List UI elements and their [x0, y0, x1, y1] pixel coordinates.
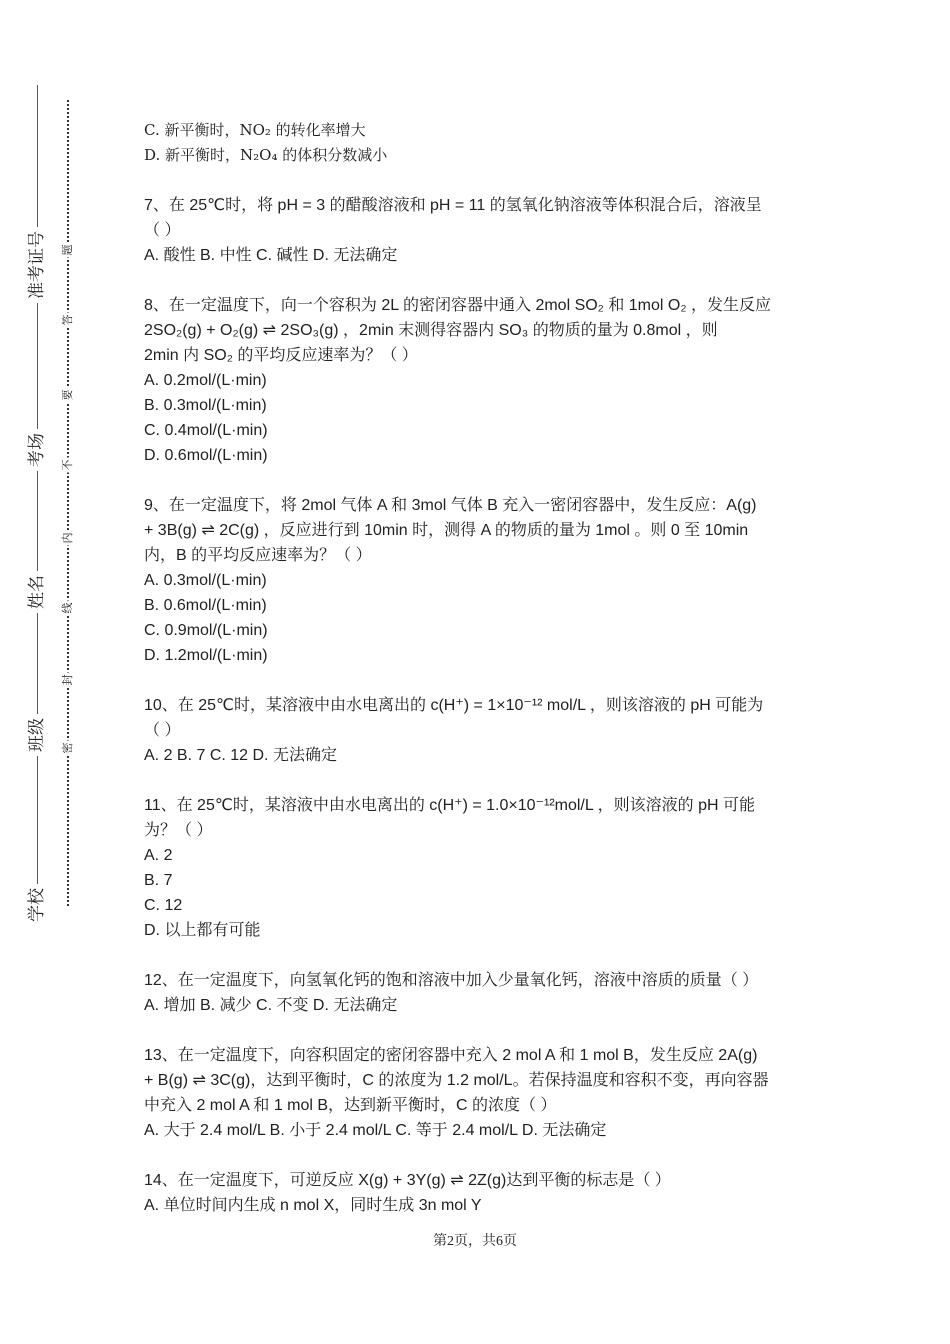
exam-room-label: 考场 — [27, 429, 47, 471]
class-label: 班级 — [27, 714, 47, 756]
option-line: B. 0.6mol/(L·min) — [144, 597, 267, 614]
page-number: 第2页，共6页 — [433, 1234, 517, 1249]
question-text: 10、在 25℃时，某溶液中由水电离出的 c(H⁺) = 1×10⁻¹² mol/L ，则该溶液的 pH 可能为 — [144, 697, 764, 714]
option-line: D. 0.6mol/(L·min) — [144, 447, 268, 464]
question-text: 12、在一定温度下，向氢氧化钙的饱和溶液中加入少量氧化钙，溶液中溶质的质量（ ） — [144, 972, 759, 989]
question-text: 7、在 25℃时，将 pH = 3 的醋酸溶液和 pH = 11 的氢氧化钠溶液等体积混合后，溶液呈 — [144, 197, 762, 214]
question-12 — [144, 968, 824, 1018]
option-line: D. 新平衡时，N₂O₄ 的体积分数减小 — [144, 146, 388, 164]
question-text: （ ） — [144, 722, 181, 739]
option-line: A. 0.2mol/(L·min) — [144, 372, 267, 389]
option-line: A. 2 B. 7 C. 12 D. 无法确定 — [144, 747, 337, 764]
seal-dotted-line — [67, 100, 69, 906]
option-line: A. 大于 2.4 mol/L B. 小于 2.4 mol/L C. 等于 2.4 mol/L D. 无法确定 — [144, 1122, 607, 1139]
question-text: 2min 内 SO₂ 的平均反应速率为？（ ） — [144, 347, 418, 364]
question-text: （ ） — [144, 222, 181, 239]
seal-char: 题 — [61, 244, 74, 256]
option-line: A. 单位时间内生成 n mol X，同时生成 3n mol Y — [144, 1197, 482, 1214]
question-14 — [144, 1168, 824, 1218]
seal-char: 内 — [61, 532, 74, 544]
question-text: 中充入 2 mol A 和 1 mol B，达到新平衡时，C 的浓度（ ） — [144, 1097, 557, 1114]
question-content — [144, 118, 824, 1218]
option-line: A. 增加 B. 减少 C. 不变 D. 无法确定 — [144, 997, 398, 1014]
seal-char: 要 — [61, 389, 74, 401]
question-7 — [144, 193, 824, 268]
question-text: 11、在 25℃时，某溶液中由水电离出的 c(H⁺) = 1.0×10⁻¹²mol/L ，则该溶液的 pH 可能 — [144, 797, 755, 814]
option-line: D. 1.2mol/(L·min) — [144, 647, 268, 664]
option-line: C. 新平衡时，NO₂ 的转化率增大 — [144, 121, 366, 139]
question-text: 2SO₂(g) + O₂(g) ⇌ 2SO₃(g) ，2min 末测得容器内 SO₃ 的物质的量为 0.8mol ，则 — [144, 322, 718, 339]
option-line: A. 2 — [144, 847, 173, 864]
school-label: 学校 — [27, 884, 47, 926]
question-text: 9、在一定温度下，将 2mol 气体 A 和 3mol 气体 B 充入一密闭容器中，发生反应：A(g) — [144, 497, 757, 514]
seal-char: 线 — [61, 602, 74, 614]
question-8 — [144, 293, 824, 468]
option-line: C. 12 — [144, 897, 183, 914]
exam-number-label: 准考证号 — [27, 227, 47, 303]
question-6-options — [144, 118, 824, 168]
option-line: A. 酸性 B. 中性 C. 碱性 D. 无法确定 — [144, 247, 398, 264]
option-line: C. 0.9mol/(L·min) — [144, 622, 268, 639]
seal-char: 答 — [61, 314, 74, 326]
question-11 — [144, 793, 824, 943]
question-text: 8、在一定温度下，向一个容积为 2L 的密闭容器中通入 2mol SO₂ 和 1mol O₂ ，发生反应 — [144, 297, 772, 314]
question-text: + 3B(g) ⇌ 2C(g) ，反应进行到 10min 时，测得 A 的物质的量为 1mol 。则 0 至 10min — [144, 522, 749, 539]
question-text: 为？（ ） — [144, 822, 213, 839]
option-line: D. 以上都有可能 — [144, 922, 261, 939]
binding-line — [37, 85, 38, 925]
option-line: C. 0.4mol/(L·min) — [144, 422, 268, 439]
question-text: 内，B 的平均反应速率为？（ ） — [144, 547, 372, 564]
seal-char: 封 — [61, 674, 74, 686]
seal-char: 密 — [61, 742, 74, 754]
option-line: B. 7 — [144, 872, 173, 889]
question-text: 14、在一定温度下，可逆反应 X(g) + 3Y(g) ⇌ 2Z(g)达到平衡的标志是（ ） — [144, 1172, 671, 1189]
question-text: + B(g) ⇌ 3C(g)，达到平衡时，C 的浓度为 1.2 mol/L。若保持温度和容积不变，再向容器 — [144, 1072, 769, 1089]
option-line: B. 0.3mol/(L·min) — [144, 397, 267, 414]
name-label: 姓名 — [27, 571, 47, 613]
question-text: 13、在一定温度下，向容积固定的密闭容器中充入 2 mol A 和 1 mol B，发生反应 2A(g) — [144, 1047, 758, 1064]
question-13 — [144, 1043, 824, 1143]
option-line: A. 0.3mol/(L·min) — [144, 572, 267, 589]
seal-char: 不 — [61, 459, 74, 471]
question-9 — [144, 493, 824, 668]
question-10 — [144, 693, 824, 768]
